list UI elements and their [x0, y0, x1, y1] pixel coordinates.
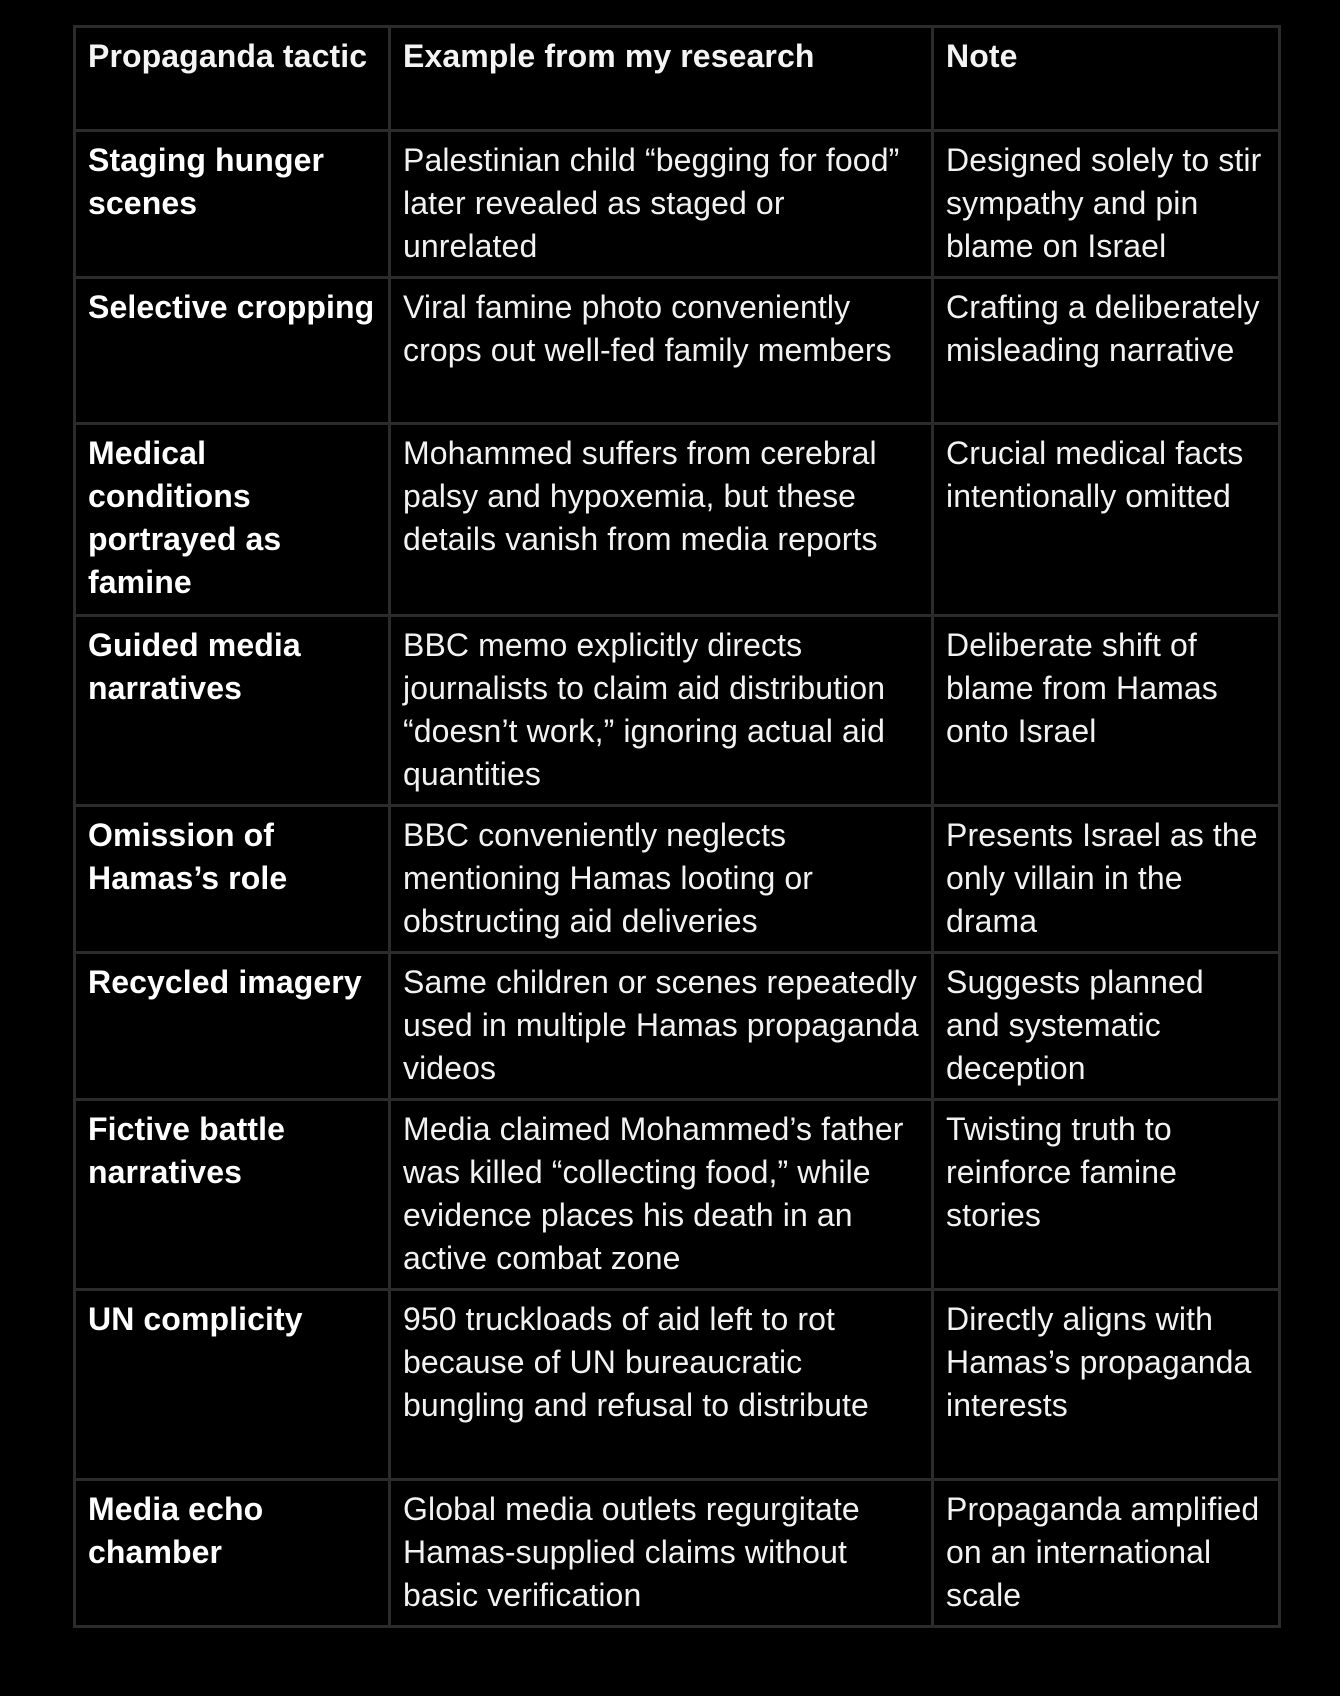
- table-row: [75, 131, 1280, 278]
- cell-tactic: Fictive battle narratives: [75, 1100, 390, 1290]
- cell-note: Propaganda amplified on an international scale: [933, 1480, 1280, 1627]
- cell-note: Deliberate shift of blame from Hamas onto Israel: [933, 616, 1280, 806]
- cell-example: Viral famine photo conveniently crops out well-fed family members: [390, 278, 933, 424]
- table-row: [75, 806, 1280, 953]
- cell-tactic: Medical conditions portrayed as famine: [75, 424, 390, 616]
- cell-note: Presents Israel as the only villain in the drama: [933, 806, 1280, 953]
- cell-note: Crucial medical facts intentionally omitted: [933, 424, 1280, 616]
- table-row: [75, 1290, 1280, 1480]
- table-row: [75, 1100, 1280, 1290]
- cell-example: Same children or scenes repeatedly used in multiple Hamas propaganda videos: [390, 953, 933, 1100]
- cell-tactic: Selective cropping: [75, 278, 390, 424]
- cell-example: 950 truckloads of aid left to rot because of UN bureaucratic bungling and refusal to distribute: [390, 1290, 933, 1480]
- table-row: [75, 1480, 1280, 1627]
- cell-example: Palestinian child “begging for food” later revealed as staged or unrelated: [390, 131, 933, 278]
- cell-tactic: Media echo chamber: [75, 1480, 390, 1627]
- cell-tactic: UN complicity: [75, 1290, 390, 1480]
- table-header-row: [75, 27, 1280, 131]
- cell-tactic: Recycled imagery: [75, 953, 390, 1100]
- cell-note: Directly aligns with Hamas’s propaganda interests: [933, 1290, 1280, 1480]
- table-row: [75, 424, 1280, 616]
- header-example: Example from my research: [390, 27, 933, 131]
- cell-note: Crafting a deliberately misleading narrative: [933, 278, 1280, 424]
- cell-example: Media claimed Mohammed’s father was killed “collecting food,” while evidence places his death in an active combat zone: [390, 1100, 933, 1290]
- header-note: Note: [933, 27, 1280, 131]
- table-row: [75, 278, 1280, 424]
- cell-note: Suggests planned and systematic deception: [933, 953, 1280, 1100]
- cell-tactic: Guided media narratives: [75, 616, 390, 806]
- cell-note: Twisting truth to reinforce famine stories: [933, 1100, 1280, 1290]
- cell-example: Global media outlets regurgitate Hamas-supplied claims without basic verification: [390, 1480, 933, 1627]
- cell-example: BBC memo explicitly directs journalists to claim aid distribution “doesn’t work,” ignoring actual aid quantities: [390, 616, 933, 806]
- table-row: [75, 616, 1280, 806]
- cell-tactic: Staging hunger scenes: [75, 131, 390, 278]
- propaganda-tactics-table: [73, 25, 1281, 1628]
- cell-tactic: Omission of Hamas’s role: [75, 806, 390, 953]
- header-tactic: Propaganda tactic: [75, 27, 390, 131]
- table-row: [75, 953, 1280, 1100]
- cell-note: Designed solely to stir sympathy and pin blame on Israel: [933, 131, 1280, 278]
- cell-example: Mohammed suffers from cerebral palsy and hypoxemia, but these details vanish from media reports: [390, 424, 933, 616]
- cell-example: BBC conveniently neglects mentioning Hamas looting or obstructing aid deliveries: [390, 806, 933, 953]
